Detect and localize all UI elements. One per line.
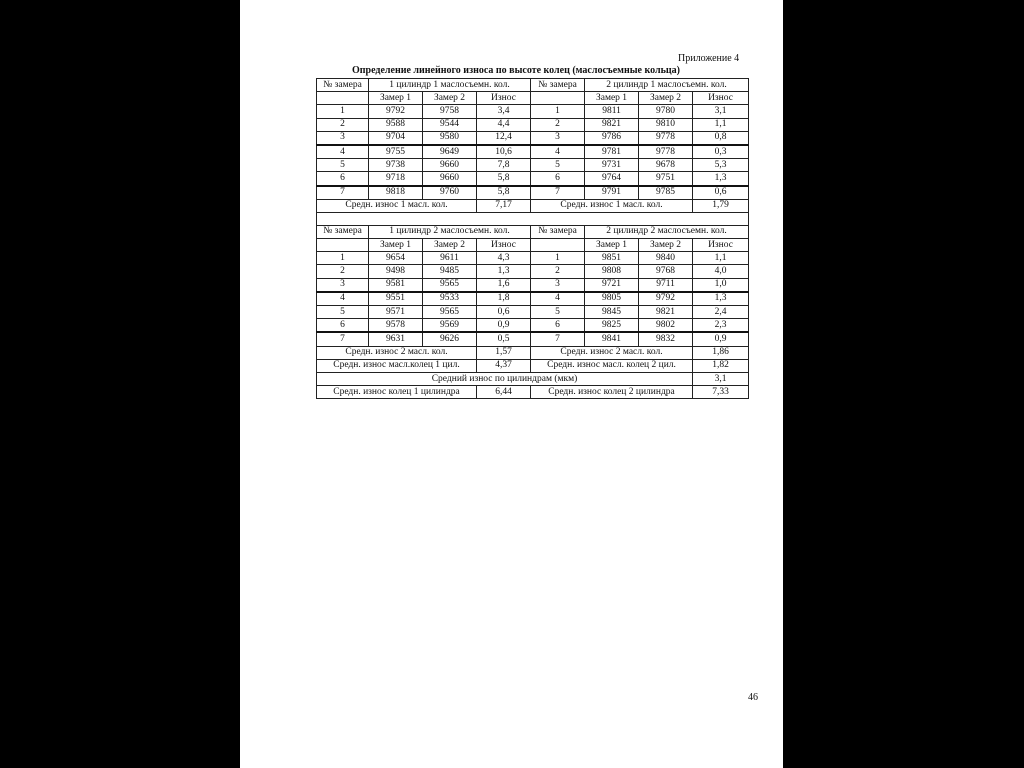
value-cell: 9792 [639,292,693,306]
value-cell: 9808 [585,265,639,278]
value-cell: 0,6 [477,306,531,319]
value-cell: 9711 [639,278,693,292]
summary-row [317,386,749,399]
value-cell: 4 [317,292,369,306]
value-cell: 1,8 [477,292,531,306]
value-cell: 9821 [639,306,693,319]
avg-left-label: Средн. износ 2 масл. кол. [317,346,477,359]
avg-right-value: 1,86 [693,346,749,359]
value-cell: 1,3 [693,292,749,306]
rings-cyl1-value: 6,44 [477,386,531,399]
value-cell: 9802 [639,319,693,333]
value-cell: 9768 [639,265,693,278]
data-row [317,252,749,265]
value-cell: 9704 [369,131,423,145]
value-cell: 4,0 [693,265,749,278]
appendix-label: Приложение 4 [678,53,740,64]
document-page [240,0,783,768]
value-cell: 1,6 [477,278,531,292]
avg-left-label: Средн. износ 1 масл. кол. [317,199,477,212]
value-cell: 1 [531,105,585,118]
value-cell: 9778 [639,131,693,145]
value-cell: 1 [317,252,369,265]
value-cell: 9780 [639,105,693,118]
value-cell: 9565 [423,306,477,319]
value-cell: 9786 [585,131,639,145]
value-cell: 9755 [369,145,423,159]
value-cell: 9731 [585,159,639,172]
value-cell: 9845 [585,306,639,319]
value-cell: 9841 [585,332,639,346]
value-cell: 9781 [585,145,639,159]
value-cell: 5,8 [477,172,531,186]
wear-header: Износ [693,92,749,105]
value-cell: 0,9 [477,319,531,333]
value-cell: 10,6 [477,145,531,159]
value-cell: 9825 [585,319,639,333]
value-cell: 9810 [639,118,693,131]
value-cell: 2 [531,265,585,278]
value-cell: 6 [317,319,369,333]
value-cell: 9551 [369,292,423,306]
value-cell: 9840 [639,252,693,265]
header-row [317,225,749,238]
overall-label: Средний износ по цилиндрам (мкм) [317,372,693,385]
summary-row [317,372,749,385]
value-cell: 12,4 [477,131,531,145]
subheader-row [317,239,749,252]
value-cell: 0,9 [693,332,749,346]
empty-cell [531,239,585,252]
value-cell: 1,1 [693,118,749,131]
value-cell: 9611 [423,252,477,265]
value-cell: 4,3 [477,252,531,265]
z2-header: Замер 2 [639,92,693,105]
data-row [317,131,749,145]
rings-cyl2-label: Средн. износ колец 2 цилиндра [531,386,693,399]
z1-header: Замер 1 [369,239,423,252]
value-cell: 9580 [423,131,477,145]
value-cell: 9791 [585,186,639,200]
value-cell: 9565 [423,278,477,292]
value-cell: 9751 [639,172,693,186]
value-cell: 2 [317,265,369,278]
value-cell: 9785 [639,186,693,200]
ring-cyl2-value: 1,82 [693,359,749,372]
measure-no-header: № замера [317,225,369,238]
ring-cyl1-value: 4,37 [477,359,531,372]
wear-header: Износ [477,239,531,252]
value-cell: 9678 [639,159,693,172]
value-cell: 3,1 [693,105,749,118]
ring-cyl1-label: Средн. износ масл.колец 1 цил. [317,359,477,372]
value-cell: 0,6 [693,186,749,200]
rings-cyl2-value: 7,33 [693,386,749,399]
value-cell: 0,8 [693,131,749,145]
data-row [317,292,749,306]
avg-left-value: 1,57 [477,346,531,359]
value-cell: 1,3 [477,265,531,278]
z2-header: Замер 2 [639,239,693,252]
value-cell: 9578 [369,319,423,333]
value-cell: 1 [531,252,585,265]
value-cell: 4 [317,145,369,159]
value-cell: 9738 [369,159,423,172]
value-cell: 9544 [423,118,477,131]
value-cell: 0,5 [477,332,531,346]
table-title: Определение линейного износа по высоте колец (маслосъемные кольца) [352,65,680,76]
value-cell: 9660 [423,159,477,172]
avg-left-value: 7,17 [477,199,531,212]
value-cell: 9721 [585,278,639,292]
rings-cyl1-label: Средн. износ колец 1 цилиндра [317,386,477,399]
left-group-title: 1 цилиндр 2 маслосъемн. кол. [369,225,531,238]
value-cell: 9760 [423,186,477,200]
z1-header: Замер 1 [585,239,639,252]
value-cell: 2 [317,118,369,131]
value-cell: 9818 [369,186,423,200]
value-cell: 9569 [423,319,477,333]
value-cell: 3,4 [477,105,531,118]
header-row [317,79,749,92]
value-cell: 3 [531,278,585,292]
value-cell: 2,3 [693,319,749,333]
value-cell: 5,8 [477,186,531,200]
value-cell: 9654 [369,252,423,265]
value-cell: 2 [531,118,585,131]
value-cell: 7 [531,186,585,200]
data-row [317,306,749,319]
value-cell: 9811 [585,105,639,118]
value-cell: 5,3 [693,159,749,172]
value-cell: 3 [317,278,369,292]
value-cell: 1,3 [693,172,749,186]
value-cell: 7 [317,332,369,346]
value-cell: 6 [317,172,369,186]
empty-cell [317,92,369,105]
right-group-title: 2 цилиндр 1 маслосъемн. кол. [585,79,749,92]
data-row [317,172,749,186]
wear-table [316,78,749,399]
value-cell: 0,3 [693,145,749,159]
avg-right-value: 1,79 [693,199,749,212]
z2-header: Замер 2 [423,239,477,252]
value-cell: 6 [531,319,585,333]
data-row [317,118,749,131]
value-cell: 1,1 [693,252,749,265]
value-cell: 9792 [369,105,423,118]
value-cell: 3 [531,131,585,145]
average-row [317,346,749,359]
overall-value: 3,1 [693,372,749,385]
empty-cell [531,92,585,105]
value-cell: 1,0 [693,278,749,292]
value-cell: 4,4 [477,118,531,131]
value-cell: 9778 [639,145,693,159]
data-row [317,265,749,278]
wear-header: Износ [477,92,531,105]
value-cell: 9718 [369,172,423,186]
value-cell: 7 [531,332,585,346]
value-cell: 4 [531,145,585,159]
page-number: 46 [748,692,758,703]
value-cell: 9758 [423,105,477,118]
summary-row [317,359,749,372]
value-cell: 9485 [423,265,477,278]
value-cell: 2,4 [693,306,749,319]
wear-header: Износ [693,239,749,252]
data-row [317,319,749,333]
right-group-title: 2 цилиндр 2 маслосъемн. кол. [585,225,749,238]
ring-cyl2-label: Средн. износ масл. колец 2 цил. [531,359,693,372]
value-cell: 6 [531,172,585,186]
value-cell: 5 [317,306,369,319]
value-cell: 9581 [369,278,423,292]
value-cell: 9631 [369,332,423,346]
value-cell: 5 [531,306,585,319]
empty-cell [317,239,369,252]
value-cell: 9764 [585,172,639,186]
data-row [317,332,749,346]
z1-header: Замер 1 [585,92,639,105]
measure-no-header: № замера [317,79,369,92]
left-group-title: 1 цилиндр 1 маслосъемн. кол. [369,79,531,92]
measure-no-header: № замера [531,225,585,238]
wear-table-body [317,79,749,399]
value-cell: 9626 [423,332,477,346]
average-row [317,199,749,212]
value-cell: 5 [317,159,369,172]
value-cell: 9851 [585,252,639,265]
value-cell: 9533 [423,292,477,306]
subheader-row [317,92,749,105]
avg-right-label: Средн. износ 2 масл. кол. [531,346,693,359]
data-row [317,186,749,200]
value-cell: 9588 [369,118,423,131]
value-cell: 7,8 [477,159,531,172]
value-cell: 4 [531,292,585,306]
data-row [317,159,749,172]
data-row [317,145,749,159]
z1-header: Замер 1 [369,92,423,105]
value-cell: 9821 [585,118,639,131]
value-cell: 9805 [585,292,639,306]
spacer-row [317,212,749,225]
value-cell: 9571 [369,306,423,319]
spacer-cell [317,212,749,225]
value-cell: 1 [317,105,369,118]
z2-header: Замер 2 [423,92,477,105]
data-row [317,105,749,118]
value-cell: 9649 [423,145,477,159]
value-cell: 9498 [369,265,423,278]
value-cell: 9660 [423,172,477,186]
avg-right-label: Средн. износ 1 масл. кол. [531,199,693,212]
value-cell: 9832 [639,332,693,346]
data-row [317,278,749,292]
measure-no-header: № замера [531,79,585,92]
value-cell: 7 [317,186,369,200]
value-cell: 3 [317,131,369,145]
value-cell: 5 [531,159,585,172]
